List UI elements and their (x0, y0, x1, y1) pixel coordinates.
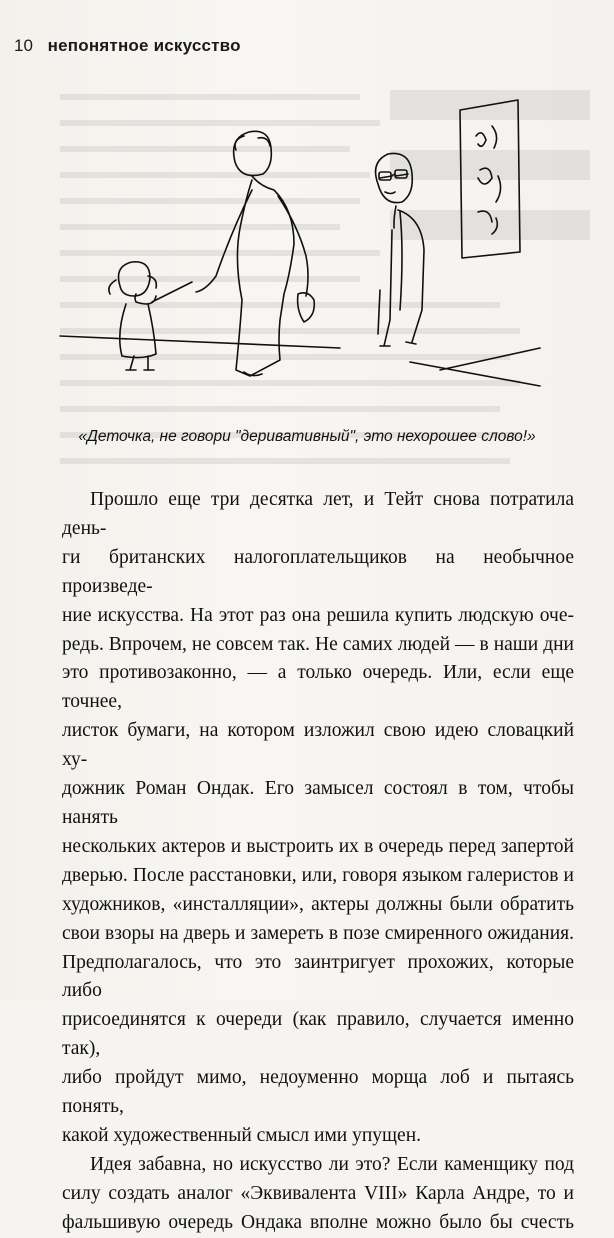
running-header (14, 36, 241, 56)
body-line: нескольких актеров и выстроить их в очередь перед запертой (62, 835, 574, 857)
body-line: ги британских налогоплательщиков на необычное произведе- (62, 546, 574, 597)
body-line: художников, «инсталляции», актеры должны были обратить (62, 893, 574, 915)
body-line: это противозаконно, — а только очередь. Или, если еще точнее, (62, 662, 574, 713)
body-line: Предполагалось, что это заинтригует прохожих, которые либо (62, 951, 574, 1002)
body-line: свои взоры на дверь и замереть в позе смиренного ожидания. (62, 922, 574, 944)
framed-painting (460, 100, 520, 258)
body-line: фальшивую очередь Ондака вполне можно было бы счесть (62, 1211, 574, 1233)
body-text (62, 486, 574, 1238)
body-line: листок бумаги, на котором изложил свою идею словацкий ху- (62, 720, 574, 771)
body-line: дожник Роман Ондак. Его замысел состоял в том, чтобы нанять (62, 778, 574, 828)
body-line: ние искусства. На этот раз она решила купить людскую оче- (62, 604, 574, 626)
woman-figure (196, 131, 314, 376)
chapter-title: непонятное искусство (47, 36, 241, 55)
body-line: какой художественный смысл ими упущен. (62, 1124, 422, 1146)
body-line: Прошло еще три десятка лет, и Тейт снова потратила день- (62, 489, 574, 539)
body-line: либо пройдут мимо, недоуменно морща лоб и пытаясь понять, (62, 1067, 574, 1118)
cartoon-illustration (40, 80, 580, 420)
body-line: присоединятся к очереди (как правило, случается именно так), (62, 1009, 574, 1060)
child-figure (109, 262, 192, 370)
body-line: редь. Впрочем, не совсем так. Не самих людей — в наши дни (62, 633, 574, 655)
man-figure (376, 153, 424, 346)
body-line: силу создать аналог «Эквивалента VIII» Карла Андре, то и (62, 1182, 574, 1204)
body-line: Идея забавна, но искусство ли это? Если каменщику под (90, 1153, 574, 1175)
body-line: дверью. После расстановки, или, говоря языком галеристов и (62, 864, 574, 886)
page-number: 10 (14, 36, 33, 55)
illustration-caption: «Деточка, не говори "деривативный", это нехорошее слово!» (78, 428, 536, 445)
